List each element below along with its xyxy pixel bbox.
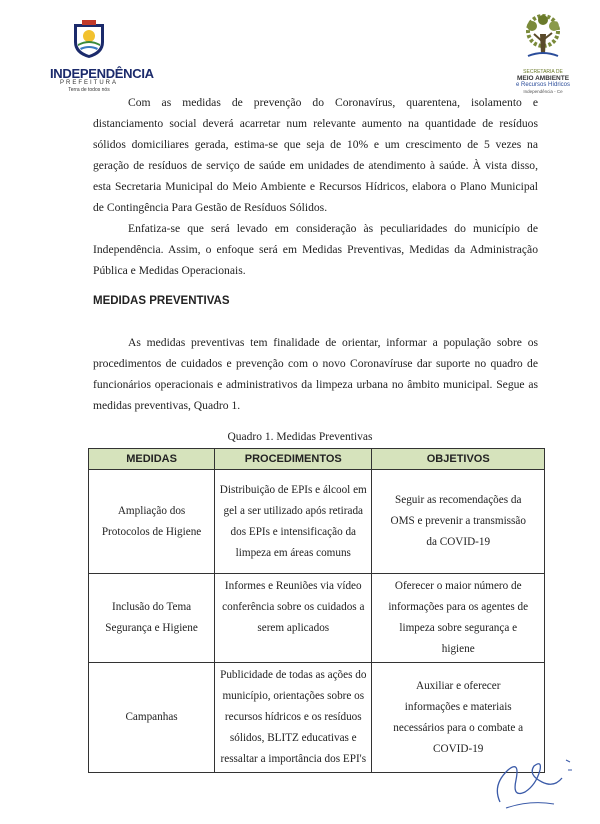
cell-line: Inclusão do Tema	[111, 601, 192, 613]
text-line: sólidos domiciliares gerada, estima-se que seja de 10% e um crescimento de 5 vezes na	[93, 138, 538, 151]
cell-line: Segurança e Higiene	[105, 622, 198, 634]
cell-line: Oferecer o maior número de	[394, 580, 522, 592]
cell-line: serem aplicados	[257, 622, 330, 634]
cell-line: Ampliação dos	[117, 504, 186, 517]
cell-line: Protocolos de Higiene	[101, 525, 202, 538]
logo-motto: Terra de todos nós	[68, 87, 110, 93]
logo-line-1: SECRETARIA DE	[523, 69, 563, 75]
text-line: distanciamento social deverá acarretar num relevante aumento na quantidade de resíduos	[93, 117, 538, 130]
cell-line: limpeza sobre segurança e	[399, 622, 518, 634]
table-caption: Quadro 1. Medidas Preventivas	[227, 431, 373, 443]
cell-line: COVID-19	[433, 742, 484, 755]
text-line: Independência. Assim, o enfoque será em Medidas Preventivas, Medidas da Administração	[93, 243, 538, 256]
section-heading: MEDIDAS PREVENTIVAS	[93, 295, 230, 307]
objetivo-cell	[372, 574, 545, 663]
procedimento-cell	[215, 470, 372, 574]
table-row	[89, 470, 545, 574]
text-line: Pública e Medidas Operacionais.	[93, 264, 246, 277]
cell-line: sólidos, BLITZ educativas e	[229, 732, 357, 744]
table-row	[89, 574, 545, 663]
medida-cell	[89, 574, 215, 663]
preventive-measures-table	[88, 448, 545, 773]
cell-line: município, orientações sobre os	[222, 690, 365, 702]
logo-sub: PREFEITURA	[59, 80, 118, 86]
cell-line: Seguir as recomendações da	[395, 494, 522, 506]
logo-line-3: e Recursos Hídricos	[515, 82, 571, 88]
cell-line: da COVID-19	[426, 536, 491, 548]
municipal-crest-icon	[68, 18, 110, 60]
cell-line: necessários para o combate a	[393, 721, 524, 734]
text-line: de Contingência Para Gestão de Resíduos Sólidos.	[93, 201, 328, 214]
procedimento-cell	[215, 663, 372, 773]
secretaria-logo	[506, 14, 580, 100]
cell-line: informações e materiais	[404, 700, 512, 713]
text-line: As medidas preventivas tem finalidade de orientar, informar a população sobre os	[128, 336, 538, 349]
intro-paragraph-1	[93, 92, 538, 218]
cell-line: Informes e Reuniões via vídeo	[224, 580, 362, 592]
cell-line: recursos hídricos e os resíduos	[224, 711, 362, 723]
cell-line: ressaltar a importância dos EPI's	[220, 753, 367, 765]
column-header-objetivos: OBJETIVOS	[372, 449, 545, 470]
text-line: funcionários operacionais e administrativos da limpeza urbana no âmbito municipal. Segue as	[93, 378, 538, 391]
procedimento-cell	[215, 574, 372, 663]
column-header-medidas: MEDIDAS	[89, 449, 215, 470]
text-line: procedimentos de cuidados e prevenção com o novo Coronavíruse dar suporte no quadro de	[93, 357, 538, 370]
signature-icon	[470, 730, 580, 810]
text-line: geração de resíduos de serviço de saúde em unidades de atendimento à saúde. À vista disso,	[93, 159, 538, 172]
logo-line-2: MEIO AMBIENTE	[516, 75, 570, 82]
cell-line: higiene	[441, 643, 475, 655]
objetivo-cell	[372, 470, 545, 574]
logo-line-4: Independência - Ce	[523, 89, 563, 94]
medida-cell	[89, 470, 215, 574]
table-header-row	[89, 449, 545, 470]
prefeitura-logo	[50, 18, 154, 98]
intro-paragraph-2	[93, 218, 538, 281]
cell-line: Campanhas	[125, 711, 178, 723]
logo-name: INDEPENDÊNCIA	[50, 66, 154, 81]
section-paragraph	[93, 332, 538, 416]
text-line: medidas preventivas, Quadro 1.	[93, 399, 241, 412]
cell-line: OMS e prevenir a transmissão	[390, 515, 526, 527]
medida-cell	[89, 663, 215, 773]
text-line: Com as medidas de prevenção do Coronavírus, quarentena, isolamento e	[128, 96, 538, 109]
cell-line: dos EPIs e intensificação da	[230, 525, 357, 538]
cell-line: Distribuição de EPIs e álcool em	[219, 483, 367, 496]
cell-line: Auxiliar e oferecer	[415, 679, 501, 692]
cell-line: limpeza em áreas comuns	[235, 546, 351, 559]
cell-line: informações para os agentes de	[388, 601, 529, 613]
text-line: esta Secretaria Municipal do Meio Ambiente e Recursos Hídricos, elabora o Plano Municipal	[93, 180, 538, 193]
tree-icon	[514, 14, 572, 64]
text-line: Enfatiza-se que será levado em consideração às peculiaridades do município de	[128, 222, 538, 235]
cell-line: gel a ser utilizado após retirada	[223, 504, 364, 517]
column-header-procedimentos: PROCEDIMENTOS	[215, 449, 372, 470]
cell-line: conferência sobre os cuidados a	[222, 601, 365, 613]
cell-line: Publicidade de todas as ações do	[220, 669, 367, 681]
